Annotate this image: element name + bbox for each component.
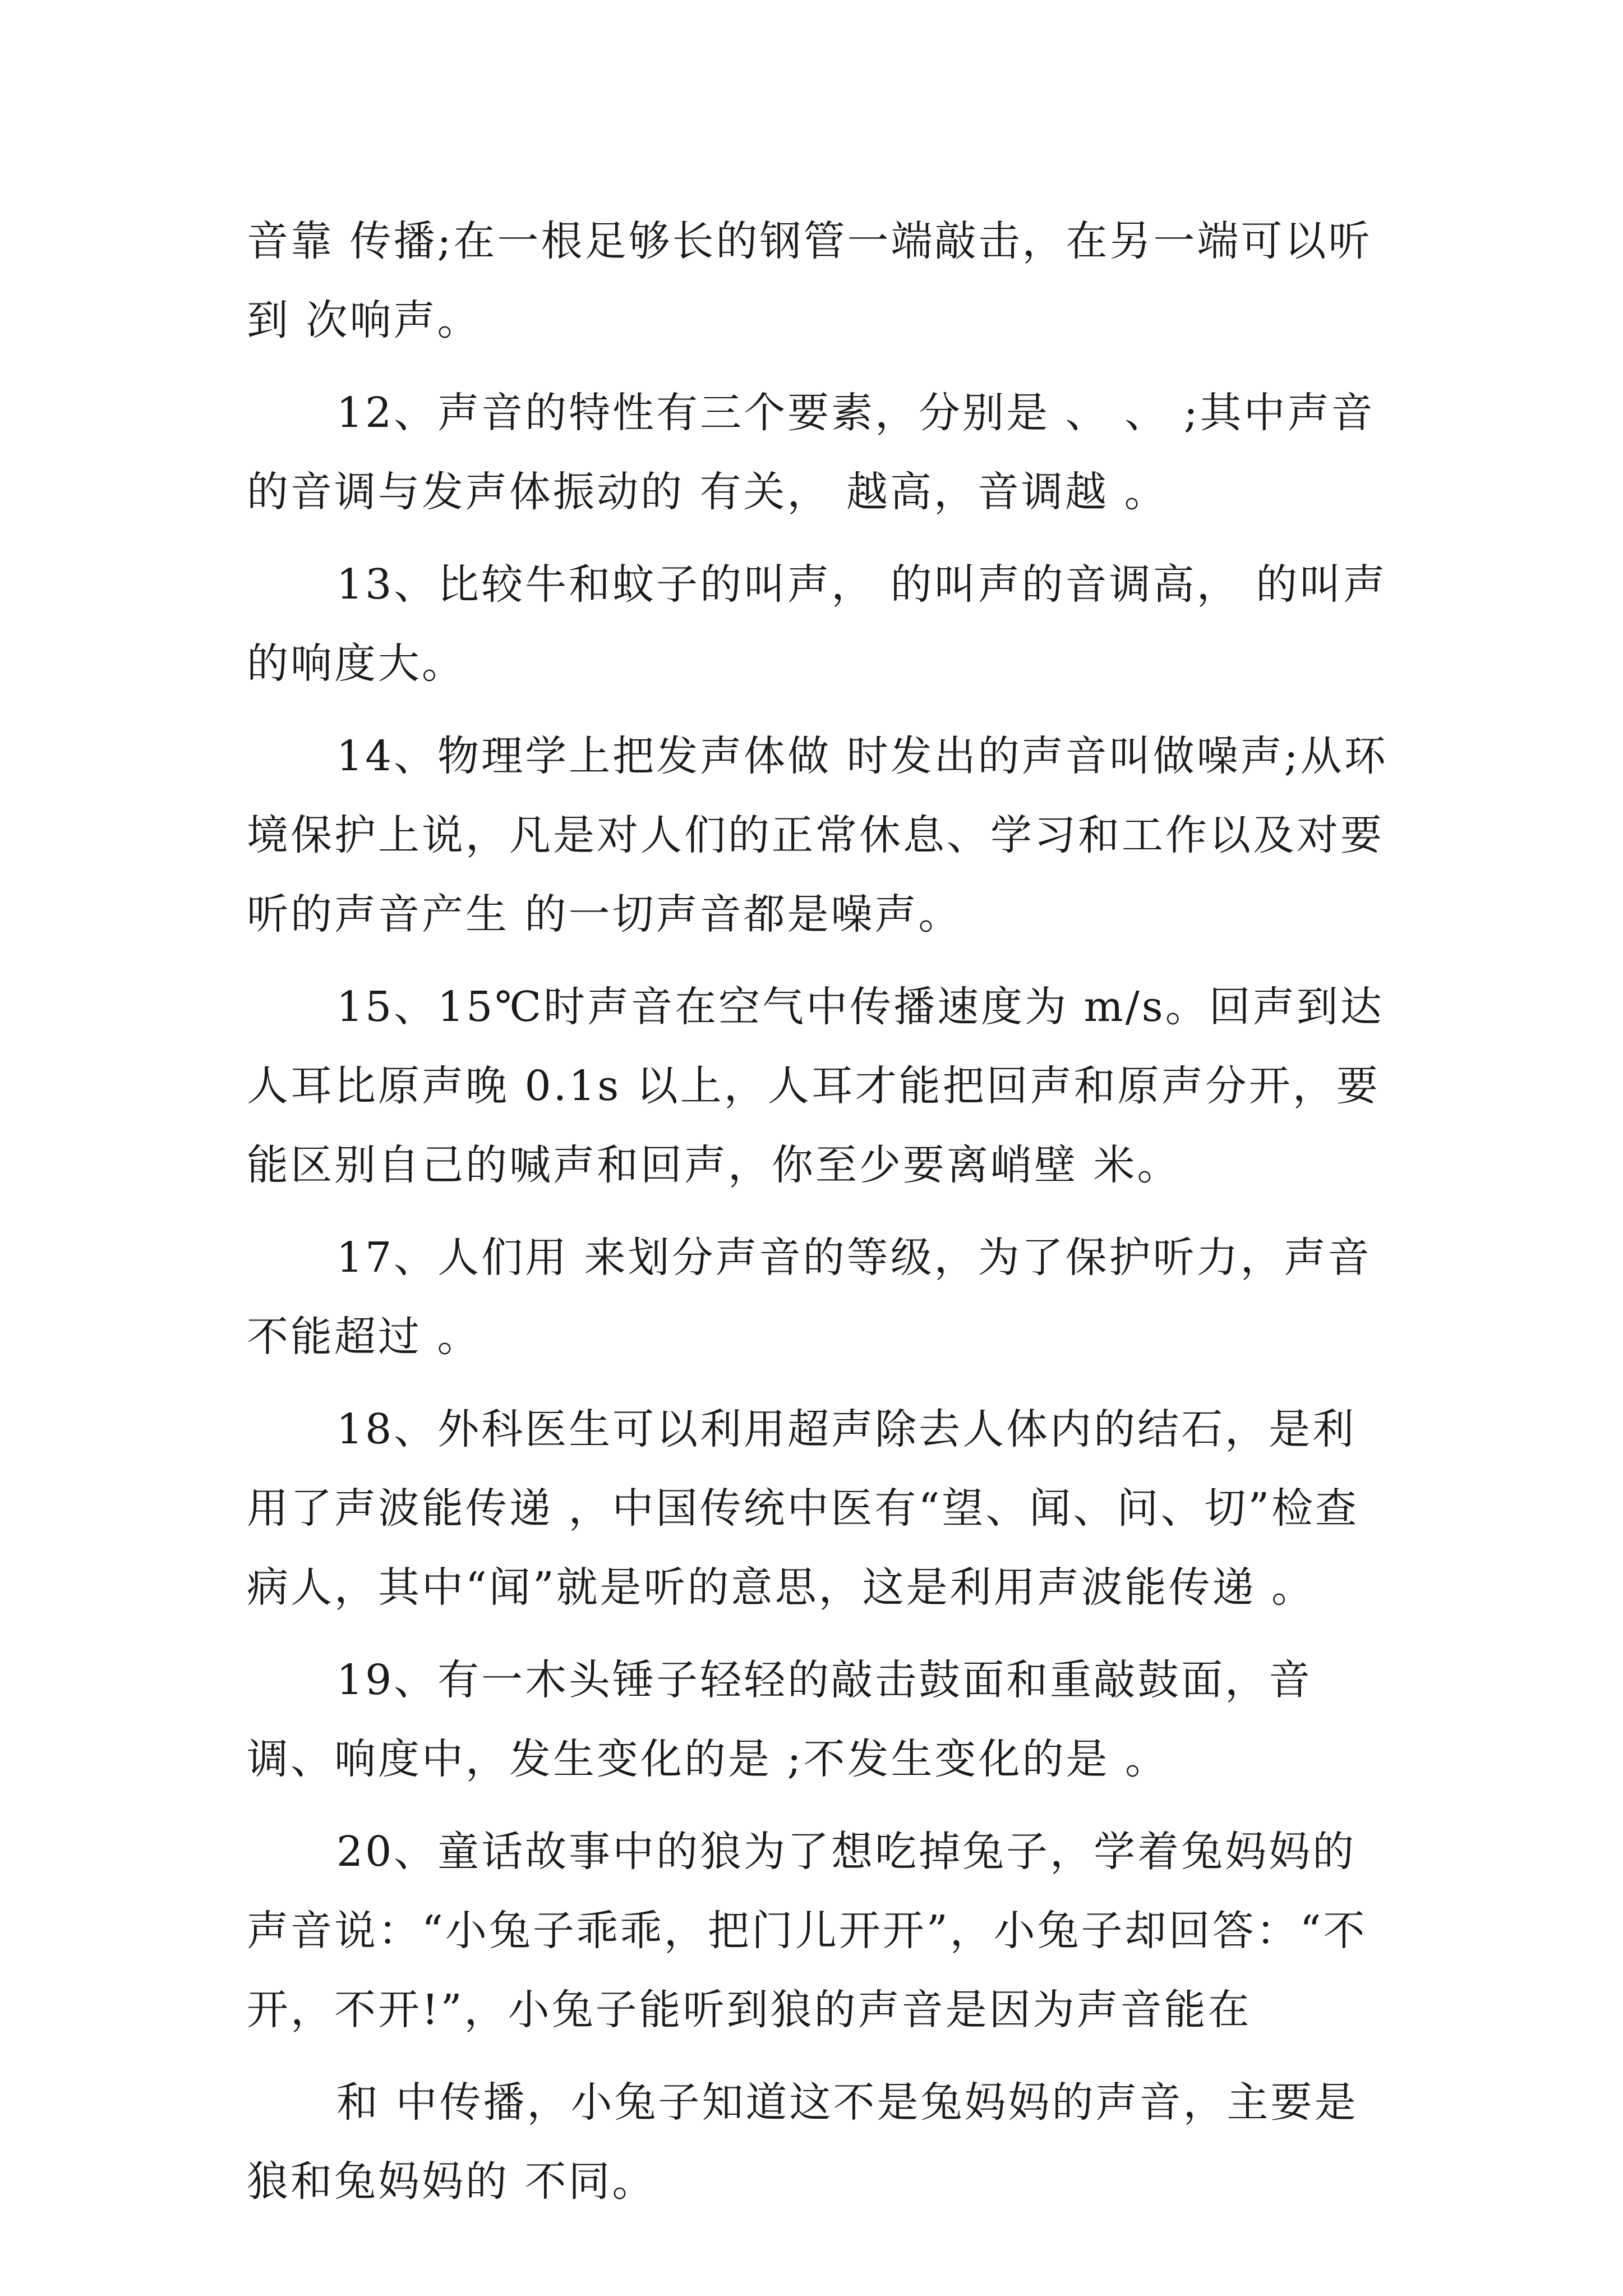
paragraph-14: 14、物理学上把发声体做 时发出的声音叫做噪声;从环境保护上说，凡是对人们的正常休息、学习和工作以及对要听的声音产生 的一切声音都是噪声。 xyxy=(247,732,1388,938)
paragraph-11-continuation: 音靠 传播;在一根足够长的钢管一端敲击，在另一端可以听到 次响声。 xyxy=(247,217,1372,344)
paragraph-13: 13、比较牛和蚊子的叫声， 的叫声的音调高， 的叫声的响度大。 xyxy=(247,560,1387,688)
paragraph-15: 15、15℃时声音在空气中传播速度为 m/s。回声到达人耳比原声晚 0.1s 以上，人耳才能把回声和原声分开，要能区别自己的喊声和回声，你至少要离峭壁 米。 xyxy=(247,983,1384,1189)
paragraph-19: 19、有一木头锤子轻轻的敲击鼓面和重敲鼓面，音调、响度中，发生变化的是 ;不发生变化的是 。 xyxy=(247,1656,1313,1783)
paragraph-20-continuation: 和 中传播，小兔子知道这不是兔妈妈的声音，主要是狼和兔妈妈的 不同。 xyxy=(247,2078,1358,2206)
paragraph-18: 18、外科医生可以利用超声除去人体内的结石，是利用了声波能传递 ，中国传统中医有“望、闻、问、切”检查病人，其中“闻”就是听的意思，这是利用声波能传递 。 xyxy=(247,1405,1359,1612)
paragraph-12: 12、声音的特性有三个要素，分别是 、 、 ;其中声音的音调与发声体振动的 有关， 越高，音调越 。 xyxy=(247,389,1375,516)
paragraph-17: 17、人们用 来划分声音的等级，为了保护听力，声音不能超过 。 xyxy=(247,1234,1372,1361)
paragraph-20: 20、童话故事中的狼为了想吃掉兔子，学着兔妈妈的声音说：“小兔子乖乖，把门儿开开”，小兔子却回答：“不开，不开!”，小兔子能听到狼的声音是因为声音能在 xyxy=(247,1828,1367,2034)
document-body xyxy=(247,202,1391,2235)
